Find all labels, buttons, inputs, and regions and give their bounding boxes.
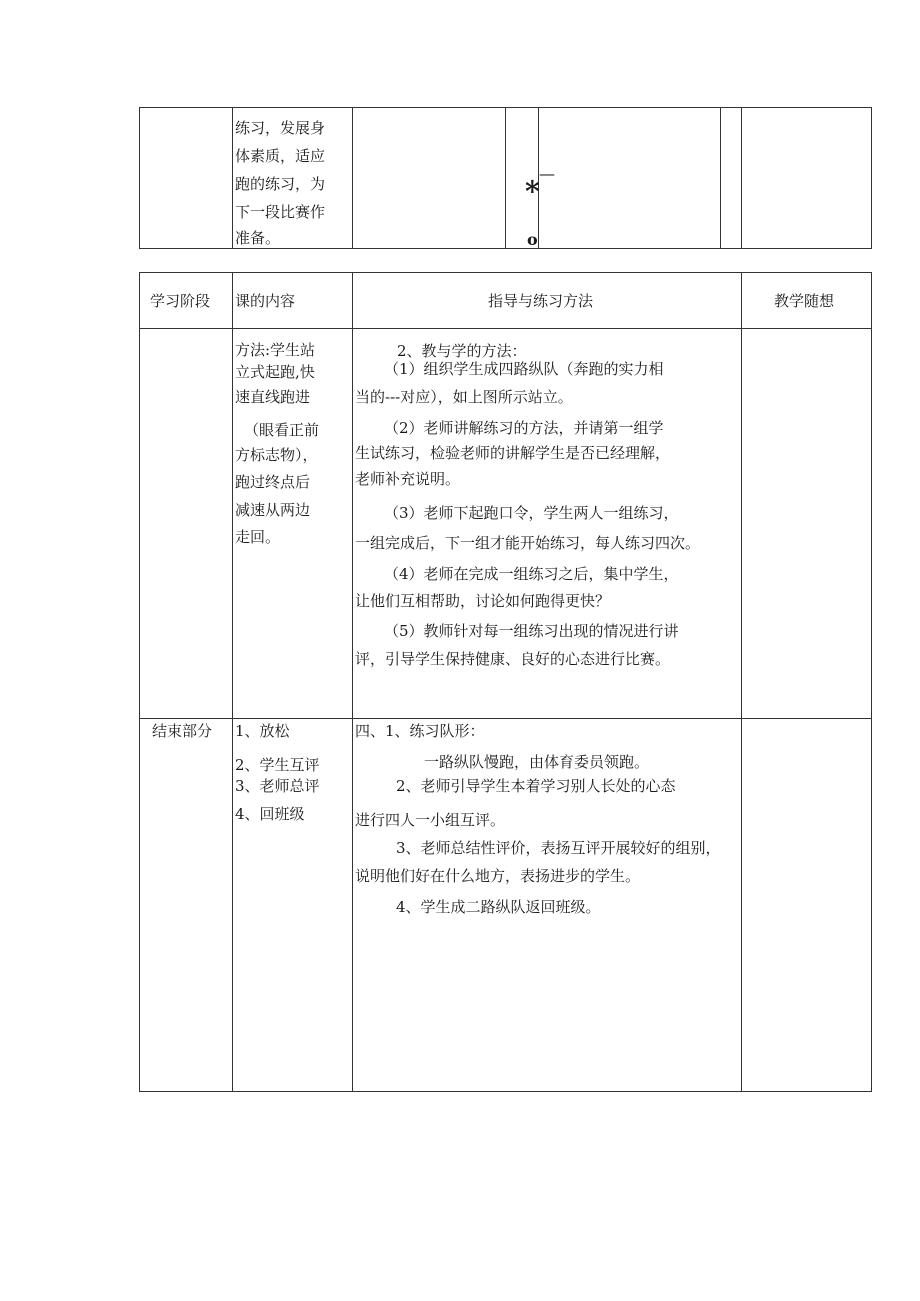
row1-content-line: 立式起跑,快 [235,363,315,381]
top-content-line: 跑的练习，为 [235,175,326,193]
row1-method-line: （1）组织学生成四路纵队（奔跑的实力相 [384,360,664,378]
row2-content-line: 2、学生互评 [235,756,320,774]
row1-method-line: （2）老师讲解练习的方法，并请第一组学 [384,419,664,437]
row1-method-line: 生试练习，检验老师的讲解学生是否已经理解， [355,444,671,462]
row1-content-line: （眼看正前 [244,421,320,439]
top-content-line: 体素质，适应 [235,147,326,165]
header-content: 课的内容 [235,292,296,310]
header-method: 指导与练习方法 [488,292,594,310]
row1-content-line: 走回。 [235,528,281,546]
row1-method-line: 2、教与学的方法： [397,342,527,360]
row1-method-line: （5）教师针对每一组练习出现的情况进行讲 [384,622,679,640]
row2-method-line: 3、老师总结性评价，表扬互评开展较好的组别， [396,839,721,857]
row2-stage: 结束部分 [152,722,213,740]
circle-mark: o [527,230,538,249]
row1-method-line: 一组完成后，下一组才能开始练习，每人练习四次。 [355,534,701,552]
row1-method-line: 当的---对应），如上图所示站立。 [355,388,573,406]
header-reflection: 教学随想 [774,292,835,310]
top-content-line: 下一段比赛作 [235,203,326,221]
row2-method-line: 一路纵队慢跑，由体育委员领跑。 [424,753,650,771]
star-mark: * [525,175,540,208]
row2-method-line: 说明他们好在什么地方，表扬进步的学生。 [355,867,641,885]
row2-method-line: 4、学生成二路纵队返回班级。 [396,898,601,916]
row2-method-line: 进行四人一小组互评。 [355,811,506,829]
row2-content-line: 3、老师总评 [235,777,320,795]
row2-content-line: 4、回班级 [235,805,305,823]
row2-method-line: 四、1、练习队形： [355,722,485,740]
dash-mark: — [539,164,555,183]
row1-content-line: 方法:学生站 [235,341,316,359]
row1-method-line: （3）老师下起跑口令，学生两人一组练习， [384,504,679,522]
row1-content-line: 方标志物）， [235,446,318,464]
row1-content-line: 减速从两边 [235,501,311,519]
top-content-line: 练习，发展身 [235,119,326,137]
header-stage: 学习阶段 [150,292,211,310]
row2-content-line: 1、放松 [235,722,290,740]
row1-method-line: （4）老师在完成一组练习之后，集中学生， [384,565,679,583]
top-content-line: 准备。 [235,229,281,247]
row1-method-line: 评，引导学生保持健康、良好的心态进行比赛。 [355,650,671,668]
row1-method-line: 让他们互相帮助，讨论如何跑得更快？ [355,592,611,610]
row1-method-line: 老师补充说明。 [355,470,461,488]
row1-content-line: 跑过终点后 [235,473,311,491]
row1-content-line: 速直线跑进 [235,388,311,406]
row2-method-line: 2、老师引导学生本着学习别人长处的心态 [396,777,676,795]
